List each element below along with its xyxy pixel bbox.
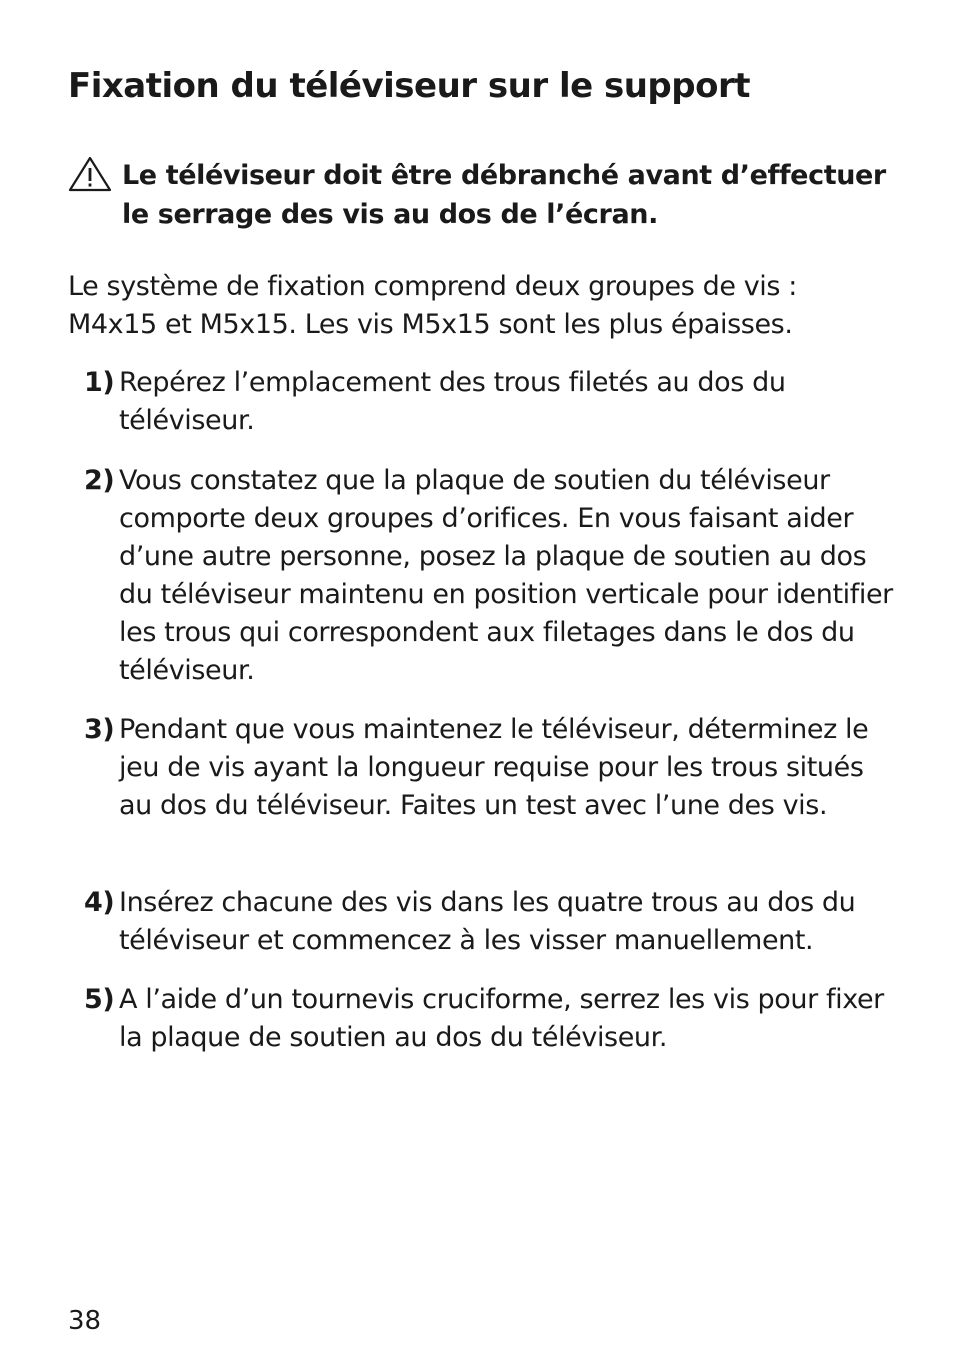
intro-paragraph: Le système de fixation comprend deux groupes de vis : M4x15 et M5x15. Les vis M5x15 sont les plus épaisses. <box>68 271 797 340</box>
page-title: Fixation du téléviseur sur le support <box>68 66 750 106</box>
page-number: 38 <box>68 1306 102 1336</box>
step-number: 1) <box>84 367 115 398</box>
warning-text: Le téléviseur doit être débranché avant d’effectuer le serrage des vis au dos de l’écran. <box>122 160 886 230</box>
step-text: A l’aide d’un tournevis cruciforme, serrez les vis pour fixer la plaque de soutien au dos du téléviseur. <box>119 984 884 1053</box>
step-text: Pendant que vous maintenez le téléviseur, déterminez le jeu de vis ayant la longueur requise pour les trous situés au dos du téléviseur. Faites un test avec l’une des vis. <box>119 714 869 821</box>
step-text: Insérez chacune des vis dans les quatre trous au dos du téléviseur et commencez à les visser manuellement. <box>119 887 856 956</box>
warning-triangle-icon <box>68 156 112 192</box>
step-text: Vous constatez que la plaque de soutien du téléviseur comporte deux groupes d’orifices. En vous faisant aider d’une autre personne, posez la plaque de soutien au dos du téléviseur maintenu en position verticale pour identifier les trous qui correspondent aux filetages dans le dos du téléviseur. <box>119 465 893 686</box>
step-text: Repérez l’emplacement des trous filetés au dos du téléviseur. <box>119 367 786 436</box>
step-number: 5) <box>84 984 115 1015</box>
step-number: 2) <box>84 465 115 496</box>
step-number: 4) <box>84 887 115 918</box>
step-number: 3) <box>84 714 115 745</box>
